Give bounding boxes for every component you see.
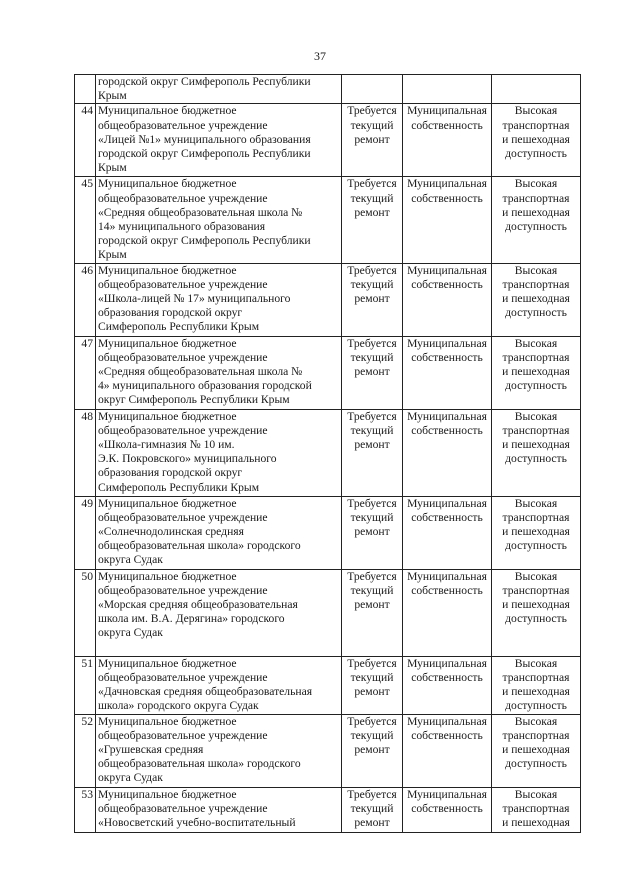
institution-name-cell	[96, 409, 342, 496]
ownership-text: Муниципальная собственность	[407, 787, 487, 815]
accessibility-cell	[492, 104, 581, 177]
accessibility-text: Высокая транспортная и пешеходная доступность	[502, 104, 570, 161]
row-number: 46	[81, 263, 93, 277]
condition-text: Требуется текущий ремонт	[347, 496, 397, 539]
row-number: 52	[81, 714, 93, 728]
condition-text: Требуется текущий ремонт	[347, 409, 397, 452]
accessibility-cell	[492, 787, 581, 832]
accessibility-cell	[492, 75, 581, 104]
ownership-cell	[403, 409, 492, 496]
row-number: 48	[81, 409, 93, 423]
row-number-cell	[75, 409, 96, 496]
condition-text: Требуется текущий ремонт	[347, 336, 397, 379]
accessibility-text: Высокая транспортная и пешеходная доступность	[502, 714, 570, 771]
table-row	[75, 409, 581, 496]
row-number-cell	[75, 75, 96, 104]
ownership-cell	[403, 336, 492, 409]
institution-name: Муниципальное бюджетное общеобразовательное учреждение «Морская средняя общеобразовательная школа им. В.А. Дерягина» городского округа Судак	[98, 569, 298, 640]
ownership-cell	[403, 75, 492, 104]
accessibility-text: Высокая транспортная и пешеходная доступность	[502, 569, 570, 626]
table-row	[75, 569, 581, 656]
ownership-text: Муниципальная собственность	[407, 714, 487, 742]
accessibility-cell	[492, 177, 581, 263]
page-number: 37	[314, 49, 326, 63]
table-row	[75, 496, 581, 569]
table-row	[75, 177, 581, 263]
condition-text: Требуется текущий ремонт	[347, 177, 397, 219]
accessibility-text: Высокая транспортная и пешеходная доступность	[502, 409, 570, 466]
ownership-text: Муниципальная собственность	[407, 569, 487, 597]
schools-table	[74, 74, 581, 833]
institution-name: Муниципальное бюджетное общеобразовательное учреждение «Школа-гимназия № 10 им. Э.К. Покровского» муниципального образования городской округ Симферополь Республики Крым	[98, 409, 277, 494]
ownership-text: Муниципальная собственность	[407, 656, 487, 684]
row-number-cell	[75, 656, 96, 714]
institution-name: Муниципальное бюджетное общеобразовательное учреждение «Лицей №1» муниципального образования городской округ Симферополь Республики Крым	[98, 104, 311, 175]
ownership-cell	[403, 263, 492, 336]
institution-name: городской округ Симферополь Республики Крым	[98, 75, 311, 103]
row-number-cell	[75, 787, 96, 832]
row-number: 47	[81, 336, 93, 350]
table-row	[75, 656, 581, 714]
row-number-cell	[75, 496, 96, 569]
ownership-cell	[403, 496, 492, 569]
institution-name: Муниципальное бюджетное общеобразовательное учреждение «Новосветский учебно-воспитательный	[98, 787, 296, 830]
ownership-cell	[403, 656, 492, 714]
institution-name: Муниципальное бюджетное общеобразовательное учреждение «Солнечнодолинская средняя общеобразовательная школа» городского округа Судак	[98, 496, 301, 567]
institution-name-cell	[96, 104, 342, 177]
accessibility-cell	[492, 496, 581, 569]
row-number-cell	[75, 336, 96, 409]
condition-cell	[342, 336, 403, 409]
institution-name-cell	[96, 787, 342, 832]
institution-name: Муниципальное бюджетное общеобразовательное учреждение «Средняя общеобразовательная школа № 4» муниципального образования городской округ Симферополь Республики Крым	[98, 336, 312, 407]
table-row	[75, 714, 581, 787]
ownership-cell	[403, 714, 492, 787]
ownership-text: Муниципальная собственность	[407, 263, 487, 291]
condition-cell	[342, 75, 403, 104]
institution-name: Муниципальное бюджетное общеобразовательное учреждение «Школа-лицей № 17» муниципального образования городской округ Симферополь Республики Крым	[98, 263, 291, 334]
condition-text: Требуется текущий ремонт	[347, 787, 397, 830]
institution-name-cell	[96, 656, 342, 714]
accessibility-cell	[492, 656, 581, 714]
condition-text: Требуется текущий ремонт	[347, 104, 397, 146]
institution-name: Муниципальное бюджетное общеобразовательное учреждение «Грушевская средняя общеобразовательная школа» городского округа Судак	[98, 714, 301, 785]
institution-name-cell	[96, 336, 342, 409]
condition-cell	[342, 263, 403, 336]
ownership-cell	[403, 569, 492, 656]
row-number: 45	[81, 177, 93, 191]
ownership-cell	[403, 787, 492, 832]
accessibility-cell	[492, 336, 581, 409]
condition-text: Требуется текущий ремонт	[347, 714, 397, 757]
institution-name: Муниципальное бюджетное общеобразовательное учреждение «Дачновская средняя общеобразовательная школа» городского округа Судак	[98, 656, 313, 713]
condition-text: Требуется текущий ремонт	[347, 569, 397, 612]
condition-cell	[342, 569, 403, 656]
accessibility-text: Высокая транспортная и пешеходная доступность	[502, 263, 570, 320]
condition-cell	[342, 104, 403, 177]
ownership-cell	[403, 177, 492, 263]
condition-cell	[342, 409, 403, 496]
ownership-text: Муниципальная собственность	[407, 409, 487, 437]
institution-name-cell	[96, 714, 342, 787]
ownership-text: Муниципальная собственность	[407, 177, 487, 205]
condition-text: Требуется текущий ремонт	[347, 263, 397, 306]
condition-cell	[342, 177, 403, 263]
institution-name: Муниципальное бюджетное общеобразовательное учреждение «Средняя общеобразовательная школа № 14» муниципального образования городской округ Симферополь Республики Крым	[98, 177, 311, 262]
row-number-cell	[75, 569, 96, 656]
accessibility-cell	[492, 714, 581, 787]
condition-cell	[342, 496, 403, 569]
accessibility-text: Высокая транспортная и пешеходная	[502, 787, 570, 830]
accessibility-cell	[492, 409, 581, 496]
condition-cell	[342, 656, 403, 714]
row-number-cell	[75, 177, 96, 263]
accessibility-text: Высокая транспортная и пешеходная доступность	[502, 496, 570, 553]
table-row	[75, 787, 581, 832]
institution-name-cell	[96, 263, 342, 336]
institution-name-cell	[96, 177, 342, 263]
condition-text: Требуется текущий ремонт	[347, 656, 397, 699]
institution-name-cell	[96, 496, 342, 569]
row-number: 51	[81, 656, 93, 670]
accessibility-text: Высокая транспортная и пешеходная доступность	[502, 177, 570, 234]
condition-cell	[342, 787, 403, 832]
ownership-text: Муниципальная собственность	[407, 336, 487, 364]
row-number: 53	[81, 787, 93, 801]
ownership-cell	[403, 104, 492, 177]
row-number: 44	[81, 104, 93, 118]
row-number: 49	[81, 496, 93, 510]
accessibility-cell	[492, 569, 581, 656]
institution-name-cell	[96, 569, 342, 656]
accessibility-text: Высокая транспортная и пешеходная доступность	[502, 656, 570, 713]
row-number-cell	[75, 263, 96, 336]
row-number: 50	[81, 569, 93, 583]
condition-cell	[342, 714, 403, 787]
accessibility-cell	[492, 263, 581, 336]
institution-name-cell	[96, 75, 342, 104]
ownership-text: Муниципальная собственность	[407, 496, 487, 524]
table-row-continuation	[75, 75, 581, 104]
accessibility-text: Высокая транспортная и пешеходная доступность	[502, 336, 570, 393]
ownership-text: Муниципальная собственность	[407, 104, 487, 132]
row-number-cell	[75, 714, 96, 787]
table-row	[75, 336, 581, 409]
row-number-cell	[75, 104, 96, 177]
table-row	[75, 263, 581, 336]
table-row	[75, 104, 581, 177]
